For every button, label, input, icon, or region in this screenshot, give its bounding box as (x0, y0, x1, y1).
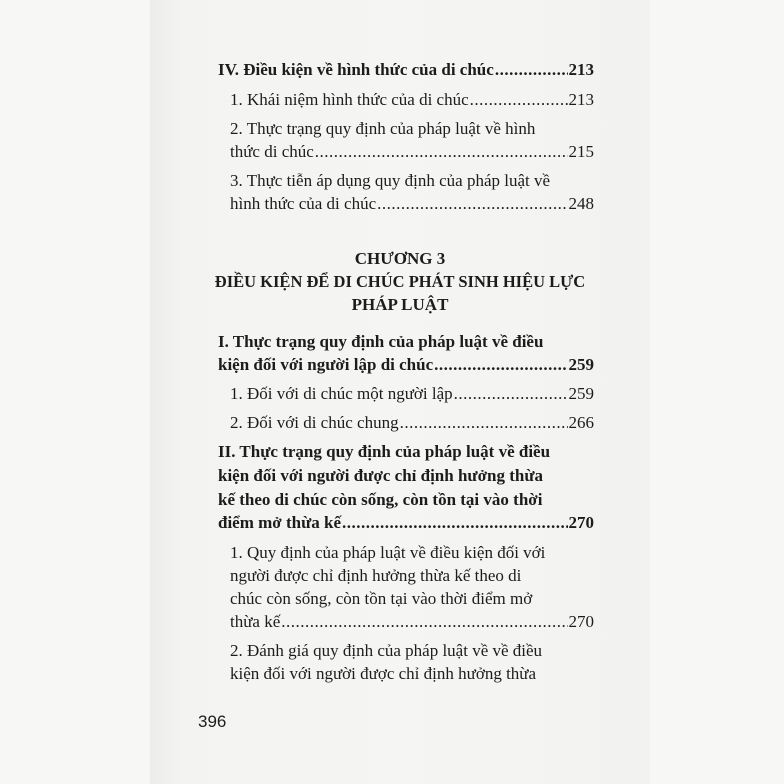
toc-page-number: 259 (568, 384, 594, 403)
toc-page-number: 270 (568, 513, 594, 532)
chapter-label: CHƯƠNG 3 (354, 249, 446, 268)
toc-entry-c3-ii-2-line2: kiện đối với người được chỉ định hưởng thừa (230, 664, 537, 683)
toc-entry-title: điểm mở thừa kế (218, 513, 342, 532)
page-number: 396 (198, 712, 227, 731)
toc-page-number: 248 (568, 194, 594, 213)
toc-entry-title: thức di chúc (230, 142, 314, 161)
toc-entry-title: IV. Điều kiện về hình thức của di chúc (218, 60, 494, 79)
dot-leader (495, 60, 568, 80)
dot-leader (454, 384, 568, 404)
dot-leader (315, 142, 568, 162)
toc-page-number: 270 (568, 612, 594, 631)
toc-entry-c3-i (218, 355, 594, 375)
toc-entry-c3-ii-1-line2: người được chỉ định hưởng thừa kế theo di (230, 566, 522, 585)
toc-entry-title: 2. Đối với di chúc chung (230, 413, 399, 432)
dot-leader (470, 90, 568, 110)
toc-page-number: 213 (568, 60, 594, 79)
toc-page-number: 259 (568, 355, 594, 374)
toc-entry-iv-2-line1: 2. Thực trạng quy định của pháp luật về hình (230, 119, 536, 138)
toc-page-number: 213 (568, 90, 594, 109)
toc-entry-title: thừa kế (230, 612, 281, 631)
dot-leader (342, 513, 567, 533)
chapter-title-line1: ĐIỀU KIỆN ĐỂ DI CHÚC PHÁT SINH HIỆU LỰC (214, 272, 586, 291)
book-page (150, 0, 650, 784)
dot-leader (281, 612, 567, 632)
toc-entry-c3-i-1 (230, 384, 594, 404)
toc-entry-title: 1. Khái niệm hình thức của di chúc (230, 90, 469, 109)
toc-entry-c3-ii-1-line3: chúc còn sống, còn tồn tại vào thời điểm mở (230, 589, 533, 608)
toc-content (150, 0, 650, 784)
dot-leader (377, 194, 567, 214)
dot-leader (434, 355, 567, 375)
toc-entry-iv-2 (230, 142, 594, 162)
toc-entry-c3-ii-2-line1: 2. Đánh giá quy định của pháp luật về về điều (230, 641, 543, 660)
toc-entry-c3-ii-line3: kế theo di chúc còn sống, còn tồn tại vào thời (218, 490, 543, 509)
toc-entry-title: kiện đối với người lập di chúc (218, 355, 434, 374)
chapter-title-line2: PHÁP LUẬT (351, 295, 449, 314)
toc-entry-c3-i-line1: I. Thực trạng quy định của pháp luật về điều (218, 332, 544, 351)
toc-page-number: 215 (568, 142, 594, 161)
toc-entry-title: 1. Đối với di chúc một người lập (230, 384, 453, 403)
toc-entry-c3-ii-1-line1: 1. Quy định của pháp luật về điều kiện đối với (230, 543, 546, 562)
toc-entry-c3-ii-line2: kiện đối với người được chỉ định hưởng thừa (218, 466, 544, 485)
toc-page-number: 266 (568, 413, 594, 432)
toc-entry-iv (218, 60, 594, 80)
toc-entry-iv-3 (230, 194, 594, 214)
toc-entry-c3-i-2 (230, 413, 594, 433)
dot-leader (400, 413, 568, 433)
toc-entry-iv-3-line1: 3. Thực tiễn áp dụng quy định của pháp luật về (230, 171, 551, 190)
toc-entry-c3-ii-line1: II. Thực trạng quy định của pháp luật về điều (218, 442, 551, 461)
toc-entry-c3-ii-1 (230, 612, 594, 632)
toc-entry-title: hình thức của di chúc (230, 194, 377, 213)
toc-entry-iv-1 (230, 90, 594, 110)
toc-entry-c3-ii (218, 513, 594, 533)
